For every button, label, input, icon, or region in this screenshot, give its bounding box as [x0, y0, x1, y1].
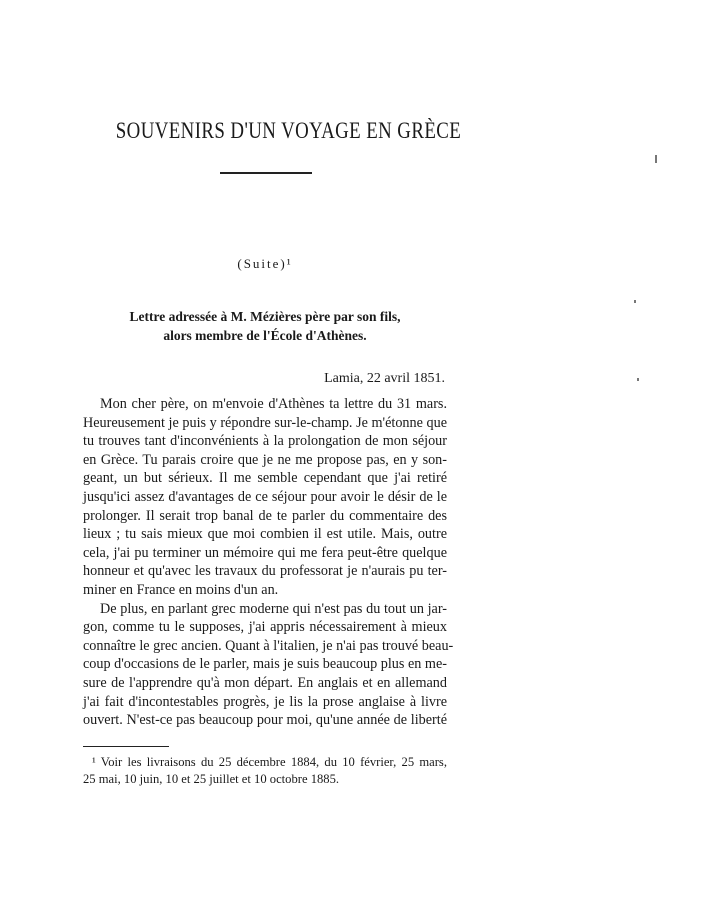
footnote-rule — [83, 746, 169, 747]
body-line: De plus, en parlant grec moderne qui n'est pas du tout un jar- — [100, 600, 447, 617]
body-line: tu trouves tant d'inconvénients à la prolongation de mon séjour — [83, 433, 447, 450]
body-line: jusqu'ici assez d'avantages de ce séjour pour avoir le désir de le — [83, 489, 447, 505]
body-line: coup d'occasions de le parler, mais je suis beaucoup plus en me- — [83, 656, 447, 673]
body-line: prolonger. Il serait trop banal de te parler du commentaire des — [83, 507, 447, 524]
footnote-line: ¹ Voir les livraisons du 25 décembre 1884, du 10 février, 25 mars, — [92, 755, 447, 769]
scan-speck — [634, 300, 636, 303]
body-line: en Grèce. Tu parais croire que je ne me propose pas, en y son- — [83, 451, 447, 468]
letter-heading-1: Lettre adressée à M. Mézières père par son fils, — [129, 309, 401, 324]
body-line: ouvert. N'est-ce pas beaucoup pour moi, qu'une année de liberté — [83, 712, 447, 729]
body-line: sure de l'apprendre qu'à mon départ. En anglais et en allemand — [83, 675, 447, 691]
body-line: geant, un but sérieux. Il me semble cependant que j'ai retiré — [83, 470, 447, 487]
body-line: honneur et qu'avec les travaux du professorat je n'aurais pu ter- — [83, 563, 447, 580]
letter-heading-2: alors membre de l'École d'Athènes. — [163, 328, 367, 343]
body-line: lieux ; tu sais mieux que moi combien il est utile. Mais, outre — [83, 526, 447, 543]
dateline: Lamia, 22 avril 1851. — [324, 371, 445, 386]
body-line: connaître le grec ancien. Quant à l'italien, je n'ai pas trouvé beau- — [83, 637, 454, 654]
body-line: cela, j'ai pu terminer un mémoire qui me fera peut-être quelque — [83, 544, 447, 561]
title-rule — [220, 172, 312, 174]
body-line: gon, comme tu le supposes, j'ai appris nécessairement à mieux — [83, 619, 447, 636]
body-line: j'ai fait d'incontestables progrès, je lis la prose anglaise à livre — [83, 693, 447, 710]
footnote-line: 25 mai, 10 juin, 10 et 25 juillet et 10 octobre 1885. — [83, 772, 340, 786]
body-line: Heureusement je puis y répondre sur-le-champ. Je m'étonne que — [83, 414, 447, 431]
page-title: SOUVENIRS D'UN VOYAGE EN GRÈCE — [115, 118, 462, 143]
body-line: Mon cher père, on m'envoie d'Athènes ta lettre du 31 mars. — [100, 396, 447, 412]
subtitle: (Suite)¹ — [237, 256, 293, 271]
body-line: miner en France en moins d'un an. — [83, 582, 279, 598]
scan-speck — [655, 155, 657, 163]
scan-speck — [637, 378, 639, 381]
